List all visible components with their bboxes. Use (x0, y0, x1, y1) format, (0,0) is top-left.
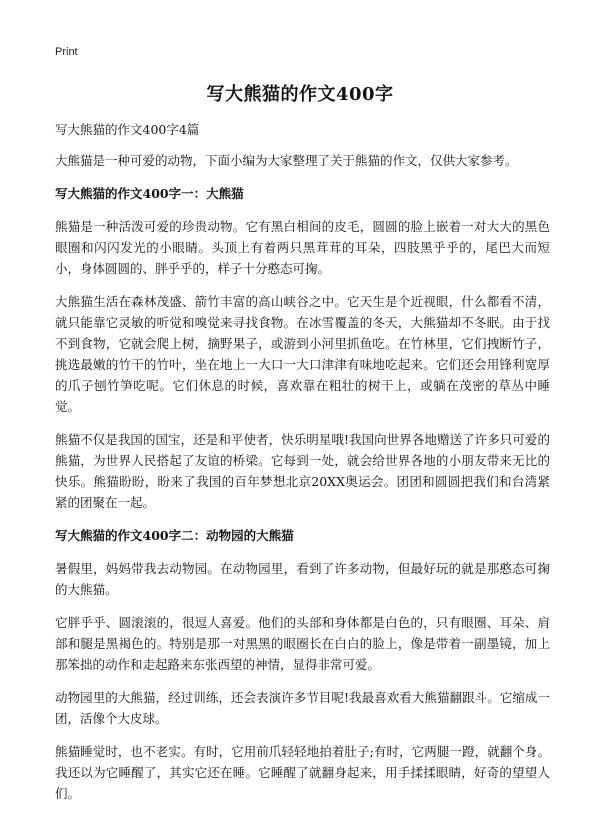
section2-paragraph-2: 它胖乎乎、圆滚滚的，很逗人喜爱。他们的头部和身体都是白色的，只有眼圈、耳朵、肩部和腿是黑褐色的。特别是那一对黑黑的眼圈长在白白的脸上，像是带着一副墨镜，加上那笨拙的动作和走起路来东张西望的神情，显得非常可爱。 (55, 615, 550, 672)
intro-paragraph: 大熊猫是一种可爱的动物，下面小编为大家整理了关于熊猫的作文，仅供大家参考。 (55, 153, 518, 168)
section1-paragraph-3: 熊猫不仅是我国的国宝，还是和平使者，快乐明星哦!我国向世界各地赠送了许多只可爱的熊猫，为世界人民搭起了友谊的桥梁。它每到一处，就会给世界各地的小朋友带来无比的快乐。熊猫盼盼，盼来了我国的百年梦想北京20XX奥运会。团团和圆圆把我们和台湾紧紧的团聚在一起。 (55, 432, 550, 510)
print-label: Print (55, 46, 78, 58)
document-body (55, 150, 550, 816)
section1-paragraph-2: 大熊猫生活在森林茂盛、箭竹丰富的高山峡谷之中。它天生是个近视眼，什么都看不清，就只能靠它灵敏的听觉和嗅觉来寻找食物。在冰雪覆盖的冬天，大熊猫却不冬眠。由于找不到食物，它就会爬上树，摘野果子，或游到小河里抓鱼吃。在竹林里，它们拽断竹子，挑选最嫩的竹干的竹叶，坐在地上一大口一大口津津有味地吃起来。它们还会用锋利宽厚的爪子刨竹笋吃呢。它们休息的时候，喜欢靠在粗壮的树干上，或躺在茂密的草丛中睡觉。 (55, 294, 550, 414)
section1-paragraph-1: 熊猫是一种活泼可爱的珍贵动物。它有黑白相间的皮毛，圆圆的脸上嵌着一对大大的黑色眼圈和闪闪发光的小眼睛。头顶上有着两只黑茸茸的耳朵，四肢黑乎乎的，尾巴大而短小，身体圆圆的、胖乎乎的，样子十分憨态可掬。 (55, 219, 550, 276)
section2-heading: 写大熊猫的作文400字二：动物园的大熊猫 (55, 528, 294, 543)
document-subtitle: 写大熊猫的作文400字4篇 (55, 122, 200, 137)
document-title: 写大熊猫的作文400字 (206, 84, 394, 105)
section1-heading: 写大熊猫的作文400字一：大熊猫 (55, 186, 244, 201)
section2-paragraph-3: 动物园里的大熊猫，经过训练，还会表演许多节目呢!我最喜欢看大熊猫翻跟斗。它缩成一团，活像个大皮球。 (55, 690, 550, 726)
section2-paragraph-1: 暑假里，妈妈带我去动物园。在动物园里，看到了许多动物，但最好玩的就是那憨态可掬的大熊猫。 (55, 561, 550, 597)
section2-paragraph-4: 熊猫睡觉时，也不老实。有时，它用前爪轻轻地拍着肚子;有时，它两腿一蹬，就翻个身。我还以为它睡醒了，其实它还在睡。它睡醒了就翻身起来，用手揉揉眼睛，好奇的望望人们。 (55, 744, 550, 801)
